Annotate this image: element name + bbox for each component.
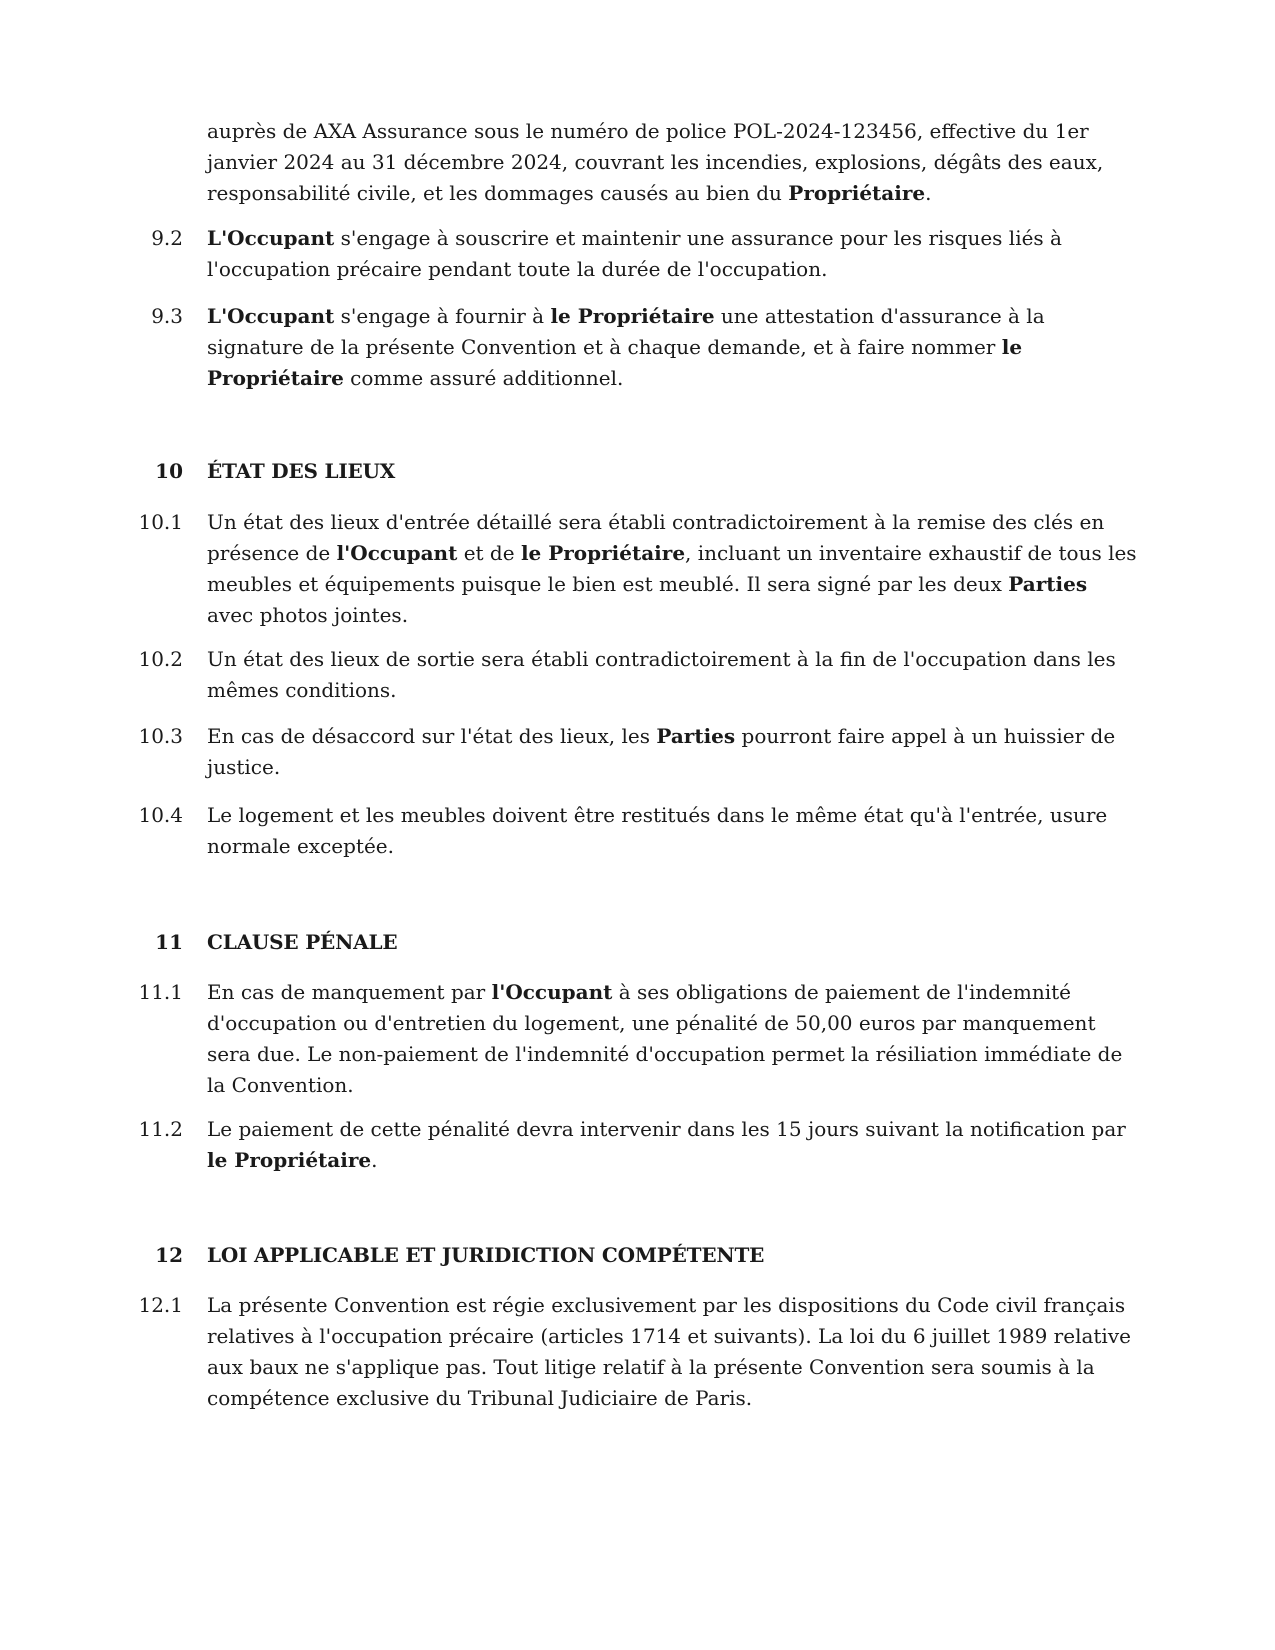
clause-text <box>207 1290 1137 1414</box>
text-run: Un état des lieux d'entrée détaillé sera établi contradictoirement à la remise des clés en présence de <box>207 510 1105 565</box>
text-run: s'engage à souscrire et maintenir une assurance pour les risques liés à l'occupation précaire pendant toute la durée de l'occupation. <box>207 226 1062 281</box>
section-title: LOI APPLICABLE ET JURIDICTION COMPÉTENTE <box>207 1243 765 1267</box>
bold-term: le Propriétaire <box>520 541 686 565</box>
text-run: pourront faire appel à un huissier de justice. <box>207 724 1116 779</box>
text-run: et de <box>457 541 521 565</box>
clause-text <box>207 223 1137 285</box>
bold-term: le Propriétaire <box>207 335 1023 390</box>
paragraph-9-1-continuation <box>207 116 1137 209</box>
text-run: . <box>371 1148 378 1172</box>
clause-number: 9.3 <box>151 304 183 328</box>
clause-number: 11.2 <box>138 1117 183 1141</box>
text-run: En cas de manquement par <box>207 980 492 1004</box>
text-run: En cas de désaccord sur l'état des lieux, les <box>207 724 657 748</box>
clause-number: 10.3 <box>138 724 183 748</box>
text-run: comme assuré additionnel. <box>343 366 624 390</box>
clause-text <box>207 721 1137 783</box>
clause-number: 10.1 <box>138 510 183 534</box>
clause-number: 10.2 <box>138 647 183 671</box>
text-run: . <box>925 181 932 205</box>
bold-term: Parties <box>656 724 736 748</box>
clause-text <box>207 301 1137 394</box>
clause-number: 9.2 <box>151 226 183 250</box>
clause-number: 10.4 <box>138 803 183 827</box>
text-run: auprès de AXA Assurance sous le numéro de police POL-2024-123456, effective du 1er janvier 2024 au 31 décembre 2024, couvrant les incendies, explosions, dégâts des eaux, responsabilité civile, et les dommages causés au bien du <box>207 119 1104 205</box>
clause-number: 11.1 <box>138 980 183 1004</box>
bold-term: Parties <box>1008 572 1088 596</box>
section-number: 12 <box>155 1243 183 1267</box>
bold-term: L'Occupant <box>207 226 335 250</box>
clause-number: 12.1 <box>138 1293 183 1317</box>
bold-term: le Propriétaire <box>207 1148 372 1172</box>
bold-term: le Propriétaire <box>550 304 715 328</box>
clause-text <box>207 1114 1137 1176</box>
section-title: ÉTAT DES LIEUX <box>207 459 396 483</box>
clause-text <box>207 507 1137 631</box>
text-run: Le paiement de cette pénalité devra intervenir dans les 15 jours suivant la notification par <box>207 1117 1126 1141</box>
clause-text <box>207 644 1137 706</box>
bold-term: Propriétaire <box>788 181 926 205</box>
text-run: La présente Convention est régie exclusivement par les dispositions du Code civil français relatives à l'occupation précaire (articles 1714 et suivants). La loi du 6 juillet 1989 relative aux baux ne s'applique pas. Tout litige relatif à la présente Convention sera soumis à la compétence exclusive du Tribunal Judiciaire de Paris. <box>207 1293 1131 1410</box>
bold-term: l'Occupant <box>336 541 458 565</box>
clause-text <box>207 800 1137 862</box>
bold-term: l'Occupant <box>491 980 613 1004</box>
text-run: avec photos jointes. <box>207 603 409 627</box>
bold-term: L'Occupant <box>207 304 335 328</box>
section-number: 10 <box>155 459 183 483</box>
text-run: une attestation d'assurance à la signature de la présente Convention et à chaque demande, et à faire nommer <box>207 304 1045 359</box>
text-run: à ses obligations de paiement de l'indemnité d'occupation ou d'entretien du logement, une pénalité de 50,00 euros par manquement sera due. Le non-paiement de l'indemnité d'occupation permet la résiliation immédiate de la Convention. <box>207 980 1123 1097</box>
section-number: 11 <box>155 930 183 954</box>
text-run: s'engage à fournir à <box>334 304 551 328</box>
section-title: CLAUSE PÉNALE <box>207 930 398 954</box>
text-run: Le logement et les meubles doivent être restitués dans le même état qu'à l'entrée, usure normale exceptée. <box>207 803 1108 858</box>
text-run: , incluant un inventaire exhaustif de tous les meubles et équipements puisque le bien est meublé. Il sera signé par les deux <box>207 541 1137 596</box>
text-run: Un état des lieux de sortie sera établi contradictoirement à la fin de l'occupation dans les mêmes conditions. <box>207 647 1116 702</box>
clause-text <box>207 977 1137 1101</box>
